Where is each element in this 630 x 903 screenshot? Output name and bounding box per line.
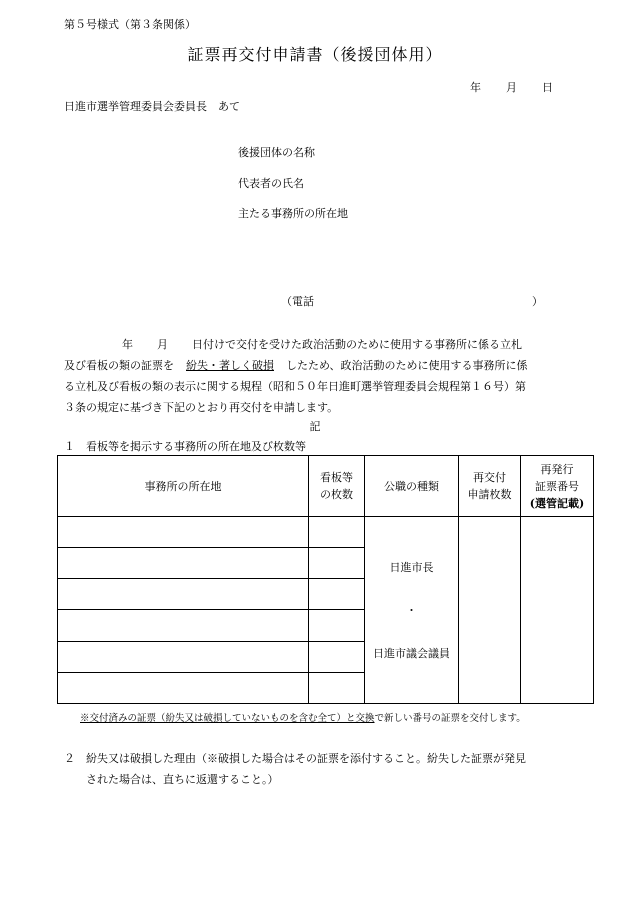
sign-count-cell[interactable] [309, 672, 365, 703]
phone-label: （電話 [281, 295, 314, 308]
date-year-label: 年 [470, 81, 481, 94]
loss-reason: 紛失・著しく破損 [186, 359, 274, 372]
statement-line-1: 年 月 日付けで交付を受けた政治活動のために使用する事務所に係る立札 [122, 338, 522, 351]
date-month-label: 月 [506, 81, 517, 94]
rep-name-label: 代表者の氏名 [238, 177, 304, 190]
ki-heading: 記 [309, 420, 321, 433]
statement-line-2: 及び看板の類の証票を 紛失・著しく破損 したため、政治活動のために使用する事務所に係 [64, 359, 528, 372]
date-day-label: 日 [542, 81, 553, 94]
col-office-type: 公職の種類 [365, 456, 459, 517]
col-sign-count: 看板等 の枚数 [309, 456, 365, 517]
application-statement [64, 334, 554, 418]
org-name-label: 後援団体の名称 [238, 146, 315, 159]
address-cell[interactable] [58, 517, 309, 548]
office-type-cell [365, 517, 459, 704]
page-title: 証票再交付申請書（後援団体用） [187, 45, 443, 64]
statement-month: 月 [157, 338, 168, 351]
addressee: 日進市選挙管理委員会委員長 あて [64, 100, 240, 113]
serial-number-cell [521, 517, 594, 704]
office-type-separator: ・ [406, 603, 417, 617]
address-cell[interactable] [58, 641, 309, 672]
sign-count-cell[interactable] [309, 610, 365, 641]
col-office-address: 事務所の所在地 [58, 456, 309, 517]
sign-count-cell[interactable] [309, 579, 365, 610]
address-cell[interactable] [58, 610, 309, 641]
section-2-heading: ２ 紛失又は破損した理由（※破損した場合はその証票を添付すること。紛失した証票が発見 された場合は、直ちに返還すること。） [64, 752, 526, 786]
section-1-heading: １ 看板等を掲示する事務所の所在地及び枚数等 [64, 440, 306, 453]
form-number: 第５号様式（第３条関係） [64, 18, 196, 31]
col-reissue-count: 再交付 申請枚数 [459, 456, 521, 517]
office-type-mayor: 日進市長 [389, 560, 434, 574]
address-cell[interactable] [58, 672, 309, 703]
office-address-label: 主たる事務所の所在地 [238, 207, 348, 220]
statement-line-4: ３条の規定に基づき下記のとおり再交付を申請します。 [64, 401, 339, 414]
statement-year: 年 [122, 338, 133, 351]
col-serial-number: 再発行 証票番号 (選管記載) [521, 456, 594, 517]
reissue-count-cell[interactable] [459, 517, 521, 704]
office-type-council: 日進市議会議員 [373, 646, 450, 660]
address-cell[interactable] [58, 548, 309, 579]
address-cell[interactable] [58, 579, 309, 610]
table-row [58, 517, 594, 548]
exchange-note: ※交付済みの証票（紛失又は破損していないものを含む全て）と交換で新しい番号の証票を交付します。 [80, 713, 526, 724]
office-table [57, 455, 594, 704]
sign-count-cell[interactable] [309, 641, 365, 672]
statement-line-3: る立札及び看板の類の表示に関する規程（昭和５０年日進町選挙管理委員会規程第１６号）第 [64, 380, 526, 393]
table-header-row [58, 456, 594, 517]
sign-count-cell[interactable] [309, 517, 365, 548]
sign-count-cell[interactable] [309, 548, 365, 579]
phone-close-paren: ） [532, 295, 543, 308]
